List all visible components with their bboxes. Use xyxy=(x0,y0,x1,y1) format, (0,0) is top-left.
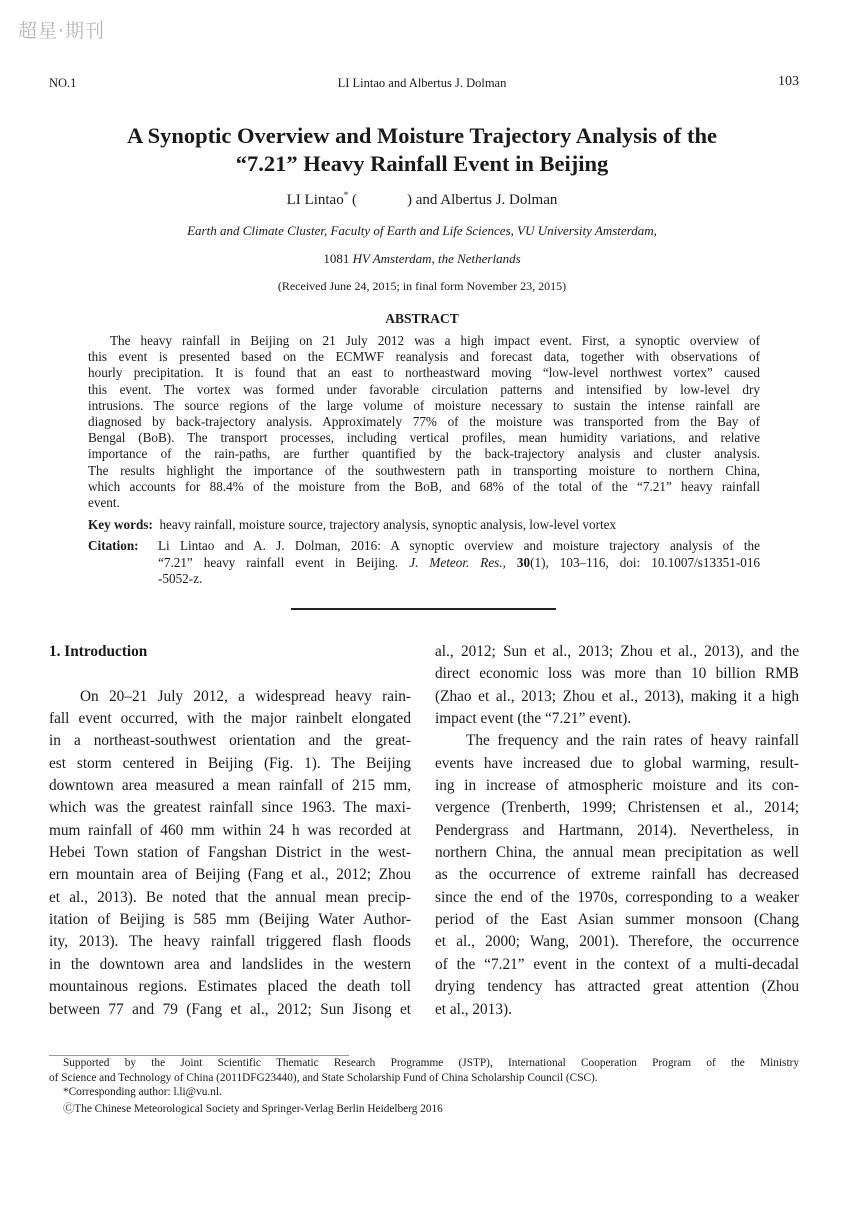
abstract-body xyxy=(88,333,760,587)
city: HV Amsterdam, the Netherlands xyxy=(352,251,521,266)
body-line: (Zhao et al., 2013; Zhou et al., 2013), making it a high xyxy=(435,687,799,705)
body-line: ern mountain area of Beijing (Fang et al., 2012; Zhou xyxy=(49,866,411,884)
citation-line xyxy=(158,555,760,571)
paren: ) xyxy=(406,192,412,208)
section-heading: 1. Introduction xyxy=(49,643,148,660)
body-line: direct economic loss was more than 10 billion RMB xyxy=(435,665,799,683)
volume: 30 xyxy=(516,554,531,570)
body-line: of the “7.21” event in the context of a multi-decadal xyxy=(435,955,799,973)
abstract-heading: ABSTRACT xyxy=(385,311,459,326)
footnotes xyxy=(49,1056,799,1116)
abstract-line: diagnosed by back-trajectory analysis. Approximately 77% of the moisture was transported from the Bay of xyxy=(88,414,760,430)
citation-line: -5052-z. xyxy=(158,570,203,586)
body-line: downtown area measured a mean rainfall of 215 mm, xyxy=(49,777,411,795)
abstract-line: event. xyxy=(88,495,120,511)
body-line: On 20–21 July 2012, a widespread heavy rain- xyxy=(80,687,411,705)
body-line: mum rainfall of 460 mm within 24 h was recorded at xyxy=(49,821,411,839)
corresponding-mark: * xyxy=(343,190,349,200)
paren: ( xyxy=(351,192,357,208)
footnote-funding: of Science and Technology of China (2011DFG23440), and State Scholarship Fund of China Scholarship Council (CSC). xyxy=(49,1071,598,1084)
body-line: et al., 2000; Wang, 2001). Therefore, the occurrence xyxy=(435,933,799,951)
body-line: in a northeast-southwest orientation and the great- xyxy=(49,732,411,750)
footnote-corresponding: *Corresponding author: l.li@vu.nl. xyxy=(63,1086,222,1099)
abstract-line: this event is presented based on the ECMWF reanalysis and forecast data, together with observations of xyxy=(88,349,760,365)
citation-label: Citation: xyxy=(88,538,139,554)
body-line: itation of Beijing is 585 mm (Beijing Water Author- xyxy=(49,911,411,929)
body-line: events have increased due to global warming, result- xyxy=(435,754,799,772)
body-line: which was the greatest rainfall since 1963. The maxi- xyxy=(49,799,411,817)
body-line: et al., 2013). xyxy=(435,1000,512,1018)
body-line: Pendergrass and Hartmann, 2014). Nevertheless, in xyxy=(435,821,799,839)
abstract-line: this event. The vortex was formed under favorable circulation patterns and intensified by low-level dry xyxy=(88,381,760,397)
title-line: A Synoptic Overview and Moisture Trajectory Analysis of the xyxy=(127,123,717,148)
abstract-line: hourly precipitation. It is found that an east to northeastward moving “low-level northwest vortex” caused xyxy=(88,365,760,381)
left-column xyxy=(49,641,411,1021)
abstract-line: The heavy rainfall in Beijing on 21 July 2012 was a high impact event. First, a synoptic overview of xyxy=(110,333,760,348)
affiliation-address xyxy=(0,251,844,267)
body-line: since the end of the 1970s, corresponding to a weaker xyxy=(435,888,799,906)
body-line: period of the East Asian summer monsoon (Chang xyxy=(435,911,799,929)
body-line: fall event occurred, with the major rainbelt elongated xyxy=(49,710,411,728)
body-line: al., 2012; Sun et al., 2013; Zhou et al., 2013), and the xyxy=(435,643,799,660)
issue-number: NO.1 xyxy=(49,76,77,90)
abstract-line: Bengal (BoB). The transport processes, including vertical profiles, mean humidity variations, and relative xyxy=(88,430,760,446)
abstract-line: intrusions. The source regions of the large volume of moisture necessary to sustain the intense rainfall are xyxy=(88,397,760,413)
body-line: et al., 2013). Be noted that the annual mean precip- xyxy=(49,888,411,906)
author-name: LI Lintao xyxy=(286,192,344,208)
body-line: northern China, the annual mean precipitation as well xyxy=(435,844,799,862)
authors xyxy=(0,190,844,209)
body-line: drying tendency has attracted great attention (Zhou xyxy=(435,978,799,996)
page-number: 103 xyxy=(778,74,799,89)
citation xyxy=(88,538,760,587)
keywords xyxy=(88,517,760,533)
watermark-logo: 超星·期刊 xyxy=(18,20,106,42)
citation-line: Li Lintao and A. J. Dolman, 2016: A synoptic overview and moisture trajectory analysis of the xyxy=(158,538,760,554)
body-line: Hebei Town station of Fangshan District in the west- xyxy=(49,844,411,862)
footnote-funding: Supported by the Joint Scientific Thematic Research Programme (JSTP), International Cooperation Program of the Ministry xyxy=(63,1057,799,1069)
received-dates: (Received June 24, 2015; in final form November 23, 2015) xyxy=(277,279,567,293)
right-column xyxy=(435,641,799,1021)
author-name: and Albertus J. Dolman xyxy=(415,192,558,208)
title-line: “7.21” Heavy Rainfall Event in Beijing xyxy=(235,151,609,176)
citation-text: (1), 103–116, doi: 10.1007/s13351-016 xyxy=(530,554,761,570)
body-line: vergence (Trenberth, 1999; Christensen et al., 2014; xyxy=(435,799,799,817)
body-line: between 77 and 79 (Fang et al., 2012; Sun Jisong et xyxy=(49,1000,411,1018)
copyright: ⒸThe Chinese Meteorological Society and Springer-Verlag Berlin Heidelberg 2016 xyxy=(63,1102,443,1115)
affiliation: Earth and Climate Cluster, Faculty of Earth and Life Sciences, VU University Amsterdam, xyxy=(187,223,657,238)
abstract-line: importance of the rain-paths, are further quantified by the back-trajectory analysis and cluster analysis. xyxy=(88,446,760,462)
journal-name: J. Meteor. Res., xyxy=(409,554,506,570)
body-line: est storm centered in Beijing (Fig. 1). The Beijing xyxy=(49,754,411,772)
abstract-line: which accounts for 88.4% of the moisture from the BoB, and 68% of the total of the “7.21” heavy rainfall xyxy=(88,478,760,494)
body-line: as the occurrence of extreme rainfall has decreased xyxy=(435,866,799,884)
body-line: mountainous regions. Estimates placed the death toll xyxy=(49,978,411,996)
body-line: ity, 2013). The heavy rainfall triggered flash floods xyxy=(49,933,411,951)
abstract-line: The results highlight the importance of the southwestern path in transporting moisture to northern China, xyxy=(88,462,760,478)
postal-code: 1081 xyxy=(323,251,350,266)
body-line: impact event (the “7.21” event). xyxy=(435,710,632,728)
body-line: ing in increase of atmospheric moisture and its con- xyxy=(435,777,799,795)
citation-text: “7.21” heavy rainfall event in Beijing. xyxy=(158,554,399,570)
section-divider xyxy=(291,608,556,610)
paper-title xyxy=(0,122,844,178)
keywords-text: heavy rainfall, moisture source, trajectory analysis, synoptic analysis, low-level vortex xyxy=(159,517,617,533)
keywords-label: Key words: xyxy=(88,517,153,533)
body-line: The frequency and the rain rates of heavy rainfall xyxy=(466,732,799,750)
running-header: LI Lintao and Albertus J. Dolman xyxy=(337,76,507,90)
body-line: in the downtown area and landslides in the western xyxy=(49,955,411,973)
